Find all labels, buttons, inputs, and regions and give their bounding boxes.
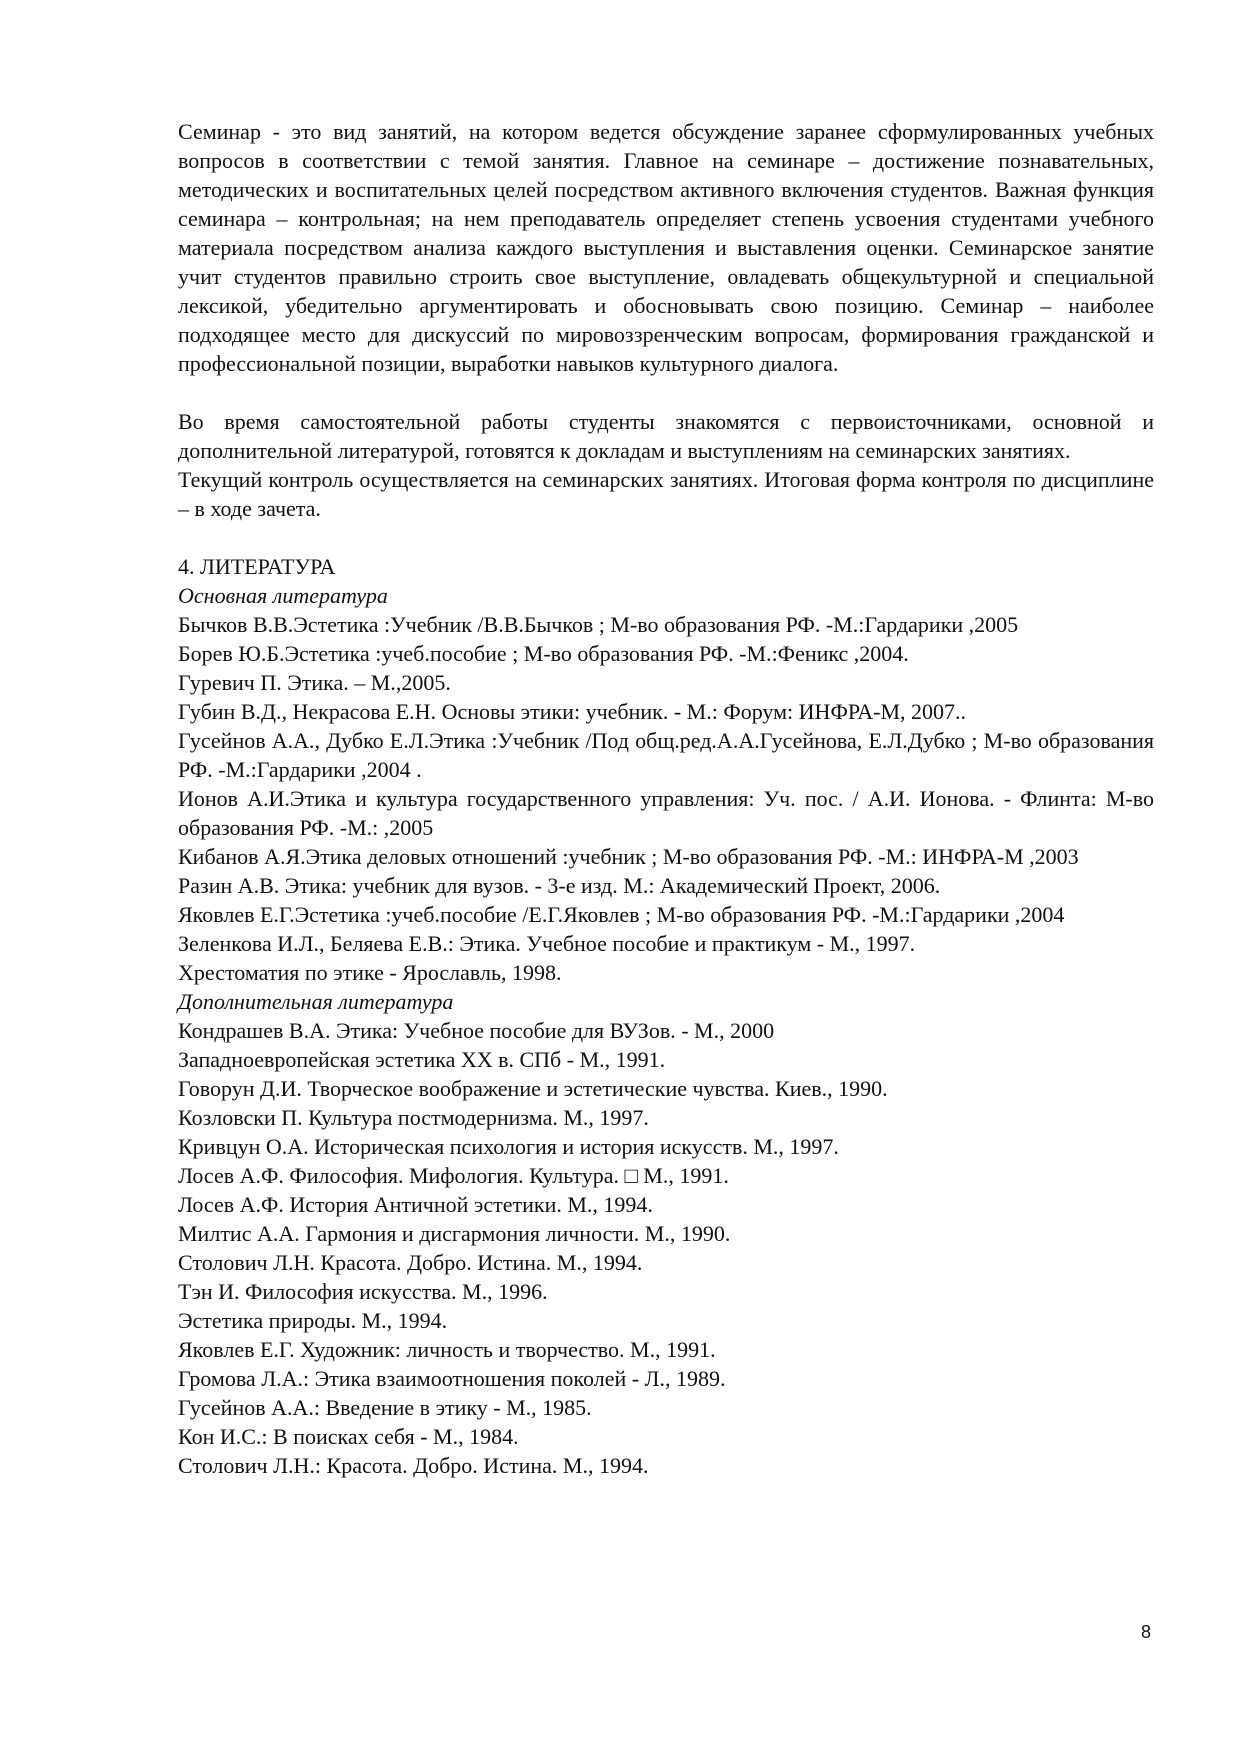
reference-item: Козловски П. Культура постмодернизма. М., 1997. (178, 1105, 649, 1130)
reference-item: Лосев А.Ф. Философия. Мифология. Культура. □ М., 1991. (178, 1163, 729, 1188)
control-paragraph: Текущий контроль осуществляется на семинарских занятиях. Итоговая форма контроля по дисциплине – в ходе зачета. (178, 467, 1154, 521)
reference-item: Гусейнов А.А.: Введение в этику - М., 1985. (178, 1395, 592, 1420)
reference-item: Яковлев Е.Г. Художник: личность и творчество. М., 1991. (178, 1337, 716, 1362)
page-number: 8 (1140, 1622, 1151, 1642)
reference-item: Хрестоматия по этике - Ярославль, 1998. (178, 960, 562, 985)
reference-item: Громова Л.А.: Этика взаимоотношения поколей - Л., 1989. (178, 1366, 726, 1391)
reference-item: Столович Л.Н.: Красота. Добро. Истина. М., 1994. (178, 1453, 649, 1478)
additional-literature-list (178, 1016, 1154, 1480)
reference-item: Лосев А.Ф. История Античной эстетики. М., 1994. (178, 1192, 653, 1217)
reference-item: Кибанов А.Я.Этика деловых отношений :учебник ; М-во образования РФ. -М.: ИНФРА-М ,2003 (178, 844, 1079, 869)
reference-item: Яковлев Е.Г.Эстетика :учеб.пособие /Е.Г.Яковлев ; М-во образования РФ. -М.:Гардарики ,2004 (178, 902, 1065, 927)
literature-heading: 4. ЛИТЕРАТУРА (178, 554, 336, 579)
seminar-paragraph: Семинар - это вид занятий, на котором ведется обсуждение заранее сформулированных учебных вопросов в соответствии с темой занятия. Главное на семинаре – достижение познавательных, методических и воспитательных целей посредством активного включения студентов. Важная функция семинара – контрольная; на нем преподаватель определяет степень усвоения студентами учебного материала посредством анализа каждого выступления и выставления оценки. Семинарское занятие учит студентов правильно строить свое выступление, овладевать общекультурной и специальной лексикой, убедительно аргументировать и обосновывать свою позицию. Семинар – наиболее подходящее место для дискуссий по мировоззренческим вопросам, формирования гражданской и профессиональной позиции, выработки навыков культурного диалога. (178, 119, 1154, 376)
reference-item: Говорун Д.И. Творческое воображение и эстетические чувства. Киев., 1990. (178, 1076, 888, 1101)
reference-item: Столович Л.Н. Красота. Добро. Истина. М., 1994. (178, 1250, 643, 1275)
spacer (178, 378, 1154, 407)
reference-item: Губин В.Д., Некрасова Е.Н. Основы этики: учебник. - М.: Форум: ИНФРА-М, 2007.. (178, 699, 967, 724)
additional-literature-title: Дополнительная литература (178, 989, 454, 1014)
reference-item: Кон И.С.: В поисках себя - М., 1984. (178, 1424, 519, 1449)
reference-item: Борев Ю.Б.Эстетика :учеб.пособие ; М-во образования РФ. -М.:Феникс ,2004. (178, 641, 909, 666)
self-study-paragraph: Во время самостоятельной работы студенты знакомятся с первоисточниками, основной и дополнительной литературой, готовятся к докладам и выступлениям на семинарских занятиях. (178, 409, 1154, 463)
reference-item: Эстетика природы. М., 1994. (178, 1308, 448, 1333)
main-literature-list (178, 610, 1154, 987)
reference-item: Кондрашев В.А. Этика: Учебное пособие для ВУЗов. - М., 2000 (178, 1018, 775, 1043)
reference-item: Тэн И. Философия искусства. М., 1996. (178, 1279, 548, 1304)
reference-item: Ионов А.И.Этика и культура государственного управления: Уч. пос. / А.И. Ионова. - Флинта: М-во образования РФ. -М.: ,2005 (178, 786, 1154, 840)
reference-item: Милтис А.А. Гармония и дисгармония личности. М., 1990. (178, 1221, 731, 1246)
reference-item: Разин А.В. Этика: учебник для вузов. - 3-е изд. М.: Академический Проект, 2006. (178, 873, 941, 898)
spacer (178, 523, 1154, 552)
reference-item: Бычков В.В.Эстетика :Учебник /В.В.Бычков ; М-во образования РФ. -М.:Гардарики ,2005 (178, 612, 1019, 637)
reference-item: Гусейнов А.А., Дубко Е.Л.Этика :Учебник /Под общ.ред.А.А.Гусейнова, Е.Л.Дубко ; М-во образования РФ. -М.:Гардарики ,2004 . (178, 728, 1154, 782)
reference-item: Западноевропейская эстетика XX в. СПб - М., 1991. (178, 1047, 666, 1072)
reference-item: Гуревич П. Этика. – М.,2005. (178, 670, 451, 695)
main-literature-title: Основная литература (178, 583, 388, 608)
reference-item: Кривцун О.А. Историческая психология и история искусств. М., 1997. (178, 1134, 839, 1159)
reference-item: Зеленкова И.Л., Беляева Е.В.: Этика. Учебное пособие и практикум - М., 1997. (178, 931, 916, 956)
page-content (178, 117, 1154, 1480)
